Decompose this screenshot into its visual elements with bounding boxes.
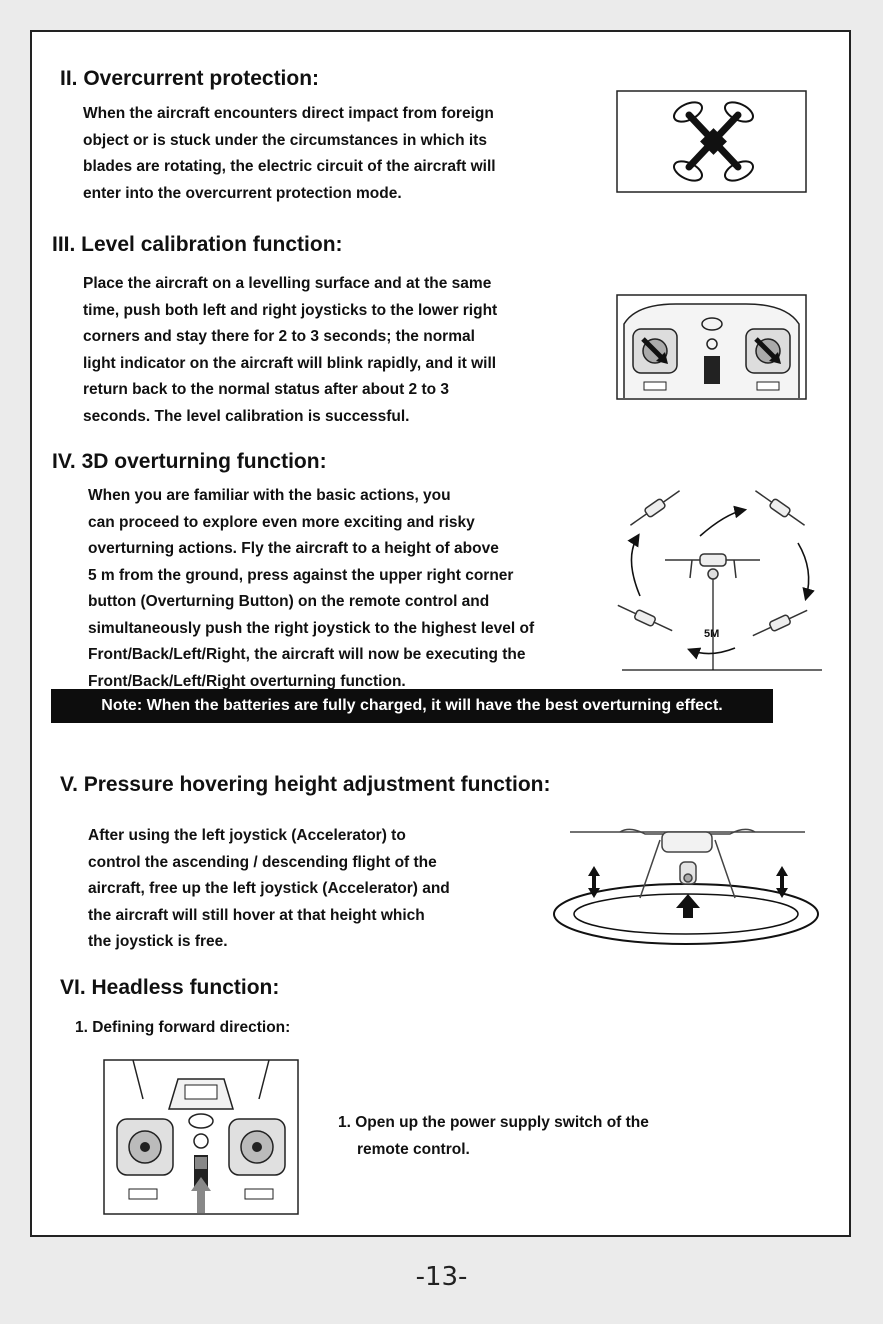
hovering-drone-illustration <box>550 818 822 948</box>
text-line: Place the aircraft on a levelling surface and at the same <box>83 275 492 292</box>
text-line: After using the left joystick (Accelerator) to <box>88 827 406 844</box>
headless-heading: VI. Headless function: <box>60 976 280 999</box>
text-line: can proceed to explore even more exciting and risky <box>88 513 475 531</box>
calibration-text <box>83 271 497 430</box>
text-line: remote control. <box>357 1140 470 1158</box>
text-line: corners and stay there for 2 to 3 seconds; the normal <box>83 328 475 345</box>
calibration-heading: III. Level calibration function: <box>52 233 343 256</box>
text-line: Front/Back/Left/Right, the aircraft will now be executing the <box>88 646 526 663</box>
overcurrent-text <box>83 101 496 207</box>
headless-step-text <box>338 1110 649 1163</box>
text-line: time, push both left and right joysticks to the lower right <box>83 301 498 319</box>
text-line: button (Overturning Button) on the remote control and <box>88 593 490 610</box>
text-line: light indicator on the aircraft will blink rapidly, and it will <box>83 354 497 372</box>
overturning-text <box>88 483 534 695</box>
text-line: 1. Open up the power supply switch of the <box>338 1114 649 1131</box>
overturning-heading: IV. 3D overturning function: <box>52 450 327 473</box>
text-line: When the aircraft encounters direct impact from foreign <box>83 105 494 122</box>
text-line: enter into the overcurrent protection mode. <box>83 184 402 202</box>
pressure-heading: V. Pressure hovering height adjustment function: <box>60 773 551 796</box>
text-line: overturning actions. Fly the aircraft to a height of above <box>88 540 499 557</box>
text-line: When you are familiar with the basic actions, you <box>88 487 451 504</box>
text-line: Front/Back/Left/Right overturning function. <box>88 672 406 690</box>
text-line: the aircraft will still hover at that height which <box>88 906 425 924</box>
text-line: simultaneously push the right joystick to the highest level of <box>88 619 535 637</box>
text-line: 5 m from the ground, press against the upper right corner <box>88 566 514 584</box>
text-line: return back to the normal status after about 2 to 3 <box>83 381 450 398</box>
text-line: seconds. The level calibration is successful. <box>83 407 410 425</box>
overcurrent-heading: II. Overcurrent protection: <box>60 67 320 90</box>
headless-subheading: 1. Defining forward direction: <box>75 1019 291 1036</box>
text-line: control the ascending / descending flight of the <box>88 853 437 871</box>
note-banner: Note: When the batteries are fully charged, it will have the best overturning effect. <box>51 689 773 723</box>
overturning-diagram <box>610 478 824 674</box>
height-label: 5M <box>704 628 720 640</box>
text-line: blades are rotating, the electric circuit of the aircraft will <box>83 158 496 175</box>
quadcopter-illustration <box>616 90 807 193</box>
text-line: object or is stuck under the circumstances in which its <box>83 131 487 149</box>
remote-control-power-illustration <box>103 1059 299 1215</box>
text-line: the joystick is free. <box>88 933 228 950</box>
remote-control-calibration-illustration <box>616 294 807 400</box>
pressure-text <box>88 823 450 956</box>
page-number: -13- <box>415 1262 468 1292</box>
text-line: aircraft, free up the left joystick (Accelerator) and <box>88 880 450 897</box>
